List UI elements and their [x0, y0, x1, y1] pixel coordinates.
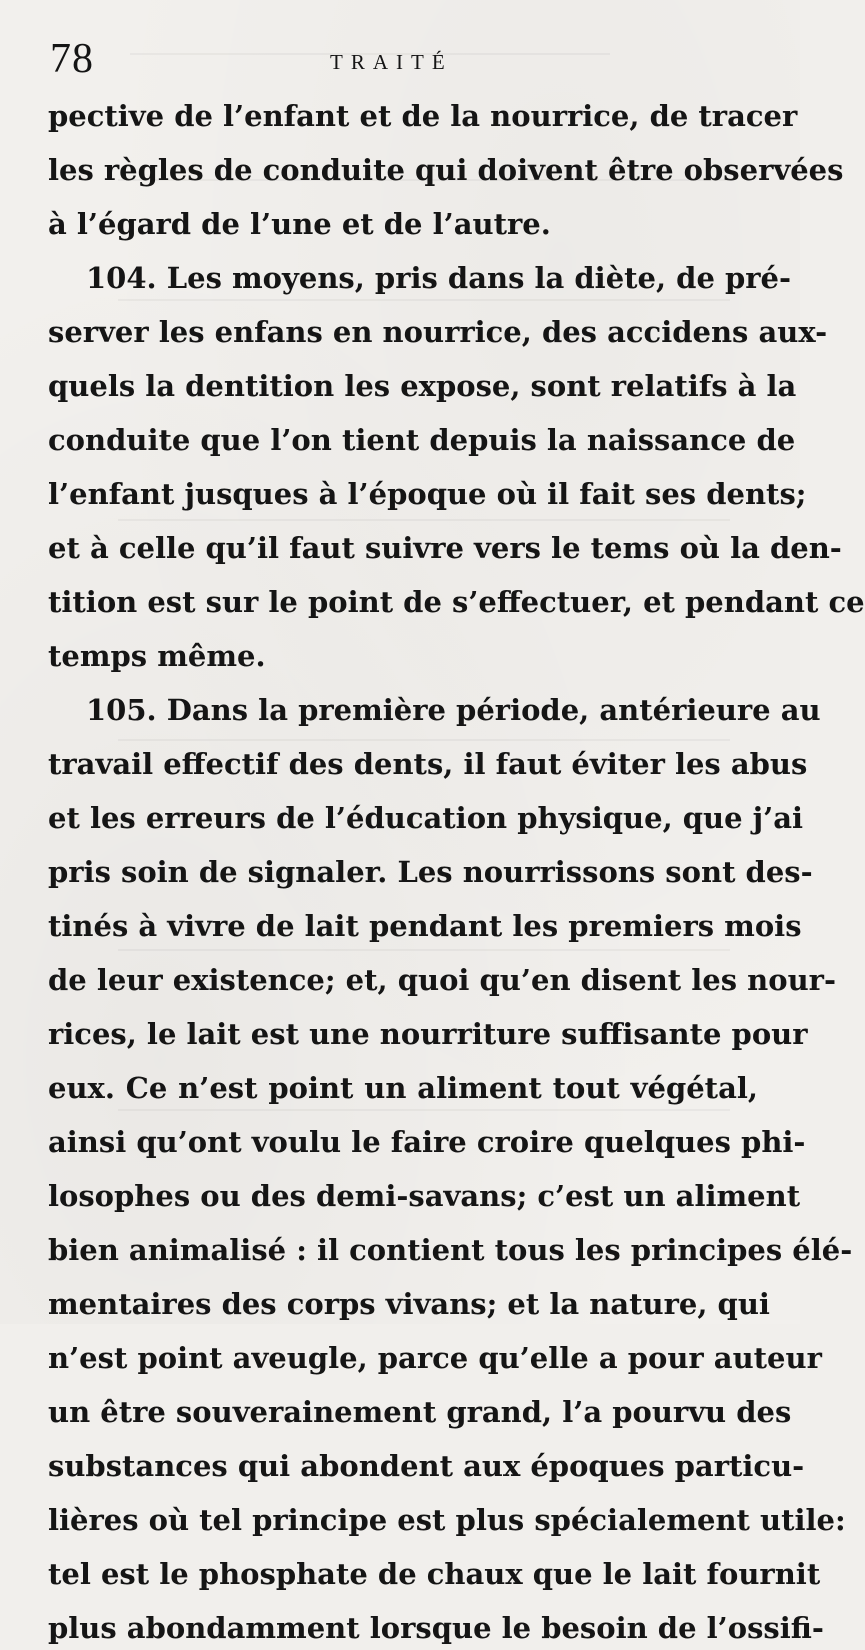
text-line: pris soin de signaler. Les nourrissons sont des- [48, 855, 813, 889]
text-line: n’est point aveugle, parce qu’elle a pour auteur [48, 1341, 822, 1375]
text-line: tinés à vivre de lait pendant les premiers mois [48, 909, 802, 943]
text-line: les règles de conduite qui doivent être observées [48, 153, 844, 187]
text-line: eux. Ce n’est point un aliment tout végétal, [48, 1071, 758, 1105]
text-line: de leur existence; et, quoi qu’en disent les nour- [48, 963, 836, 997]
text-line: server les enfans en nourrice, des accidens aux- [48, 315, 828, 349]
text-line: et à celle qu’il faut suivre vers le tems où la den- [48, 531, 842, 565]
running-head: TRAITÉ [330, 50, 453, 74]
text-line: substances qui abondent aux époques particu- [48, 1449, 805, 1483]
text-line: bien animalisé : il contient tous les principes élé- [48, 1233, 853, 1267]
text-line: quels la dentition les expose, sont relatifs à la [48, 369, 797, 403]
body-text [48, 84, 865, 1650]
text-line: tition est sur le point de s’effectuer, et pendant ce [48, 585, 865, 619]
text-line: pective de l’enfant et de la nourrice, de tracer [48, 99, 798, 133]
text-line: losophes ou des demi-savans; c’est un aliment [48, 1179, 801, 1213]
text-line: mentaires des corps vivans; et la nature, qui [48, 1287, 770, 1321]
text-line: lières où tel principe est plus spécialement utile: [48, 1503, 846, 1537]
text-line: un être souverainement grand, l’a pourvu des [48, 1395, 792, 1429]
text-line: 105. Dans la première période, antérieure au [86, 693, 821, 727]
text-line: travail effectif des dents, il faut éviter les abus [48, 747, 808, 781]
text-line: tel est le phosphate de chaux que le lait fournit [48, 1557, 821, 1591]
text-line: rices, le lait est une nourriture suffisante pour [48, 1017, 808, 1051]
text-line: conduite que l’on tient depuis la naissance de [48, 423, 796, 457]
text-line: ainsi qu’ont voulu le faire croire quelques phi- [48, 1125, 806, 1159]
text-line: l’enfant jusques à l’époque où il fait ses dents; [48, 477, 807, 511]
text-line: et les erreurs de l’éducation physique, que j’ai [48, 801, 804, 835]
text-line: temps même. [48, 639, 266, 673]
text-line: plus abondamment lorsque le besoin de l’ossifi- [48, 1611, 824, 1645]
page-number: 78 [50, 36, 94, 82]
text-line: à l’égard de l’une et de l’autre. [48, 207, 551, 241]
text-line: 104. Les moyens, pris dans la diète, de pré- [86, 261, 792, 295]
